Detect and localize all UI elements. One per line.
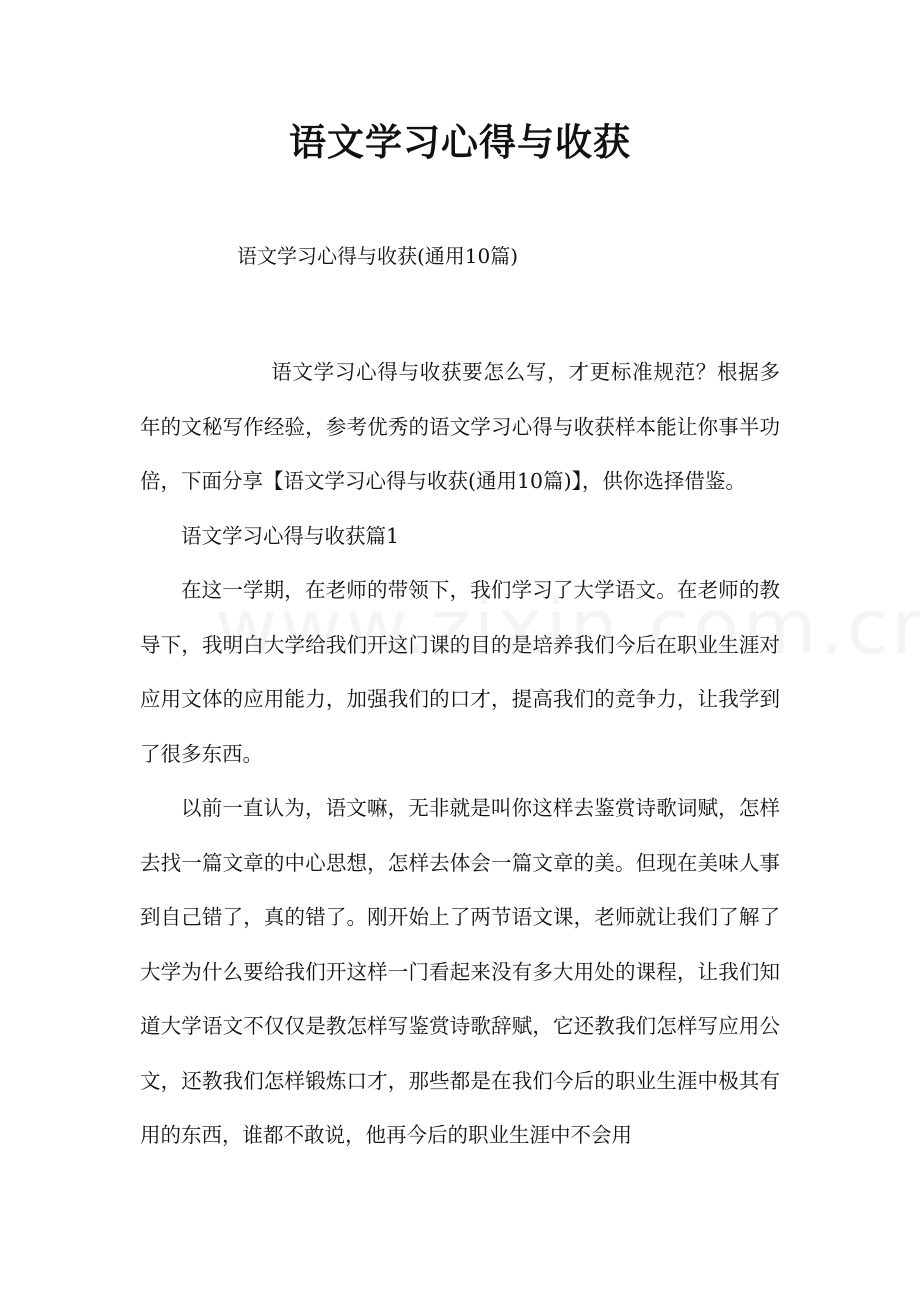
body-paragraph: 在这一学期，在老师的带领下，我们学习了大学语文。在老师的教导下，我明白大学给我们开这门课的目的是培养我们今后在职业生涯对应用文体的应用能力，加强我们的口才，提高我们的竞争力，让我学到了很多东西。 xyxy=(140,578,780,766)
document-title: 语文学习心得与收获 xyxy=(289,121,631,164)
document-subtitle: 语文学习心得与收获(通用10篇) xyxy=(237,244,519,268)
document-body xyxy=(140,345,780,1163)
section-heading: 语文学习心得与收获篇1 xyxy=(181,523,400,548)
body-paragraph: 以前一直认为，语文嘛，无非就是叫你这样去鉴赏诗歌词赋，怎样去找一篇文章的中心思想，怎样去体会一篇文章的美。但现在美味人事到自己错了，真的错了。刚开始上了两节语文课，老师就让我们了解了大学为什么要给我们开这样一门看起来没有多大用处的课程，让我们知道大学语文不仅仅是教怎样写鉴赏诗歌辞赋，它还教我们怎样写应用公文，还教我们怎样锻炼口才，那些都是在我们今后的职业生涯中极其有用的东西，谁都不敢说，他再今后的职业生涯中不会用 xyxy=(140,796,780,1147)
intro-paragraph: 语文学习心得与收获要怎么写，才更标准规范？根据多年的文秘写作经验，参考优秀的语文学习心得与收获样本能让你事半功倍，下面分享【语文学习心得与收获(通用10篇)】，供你选择借鉴。 xyxy=(140,360,780,493)
